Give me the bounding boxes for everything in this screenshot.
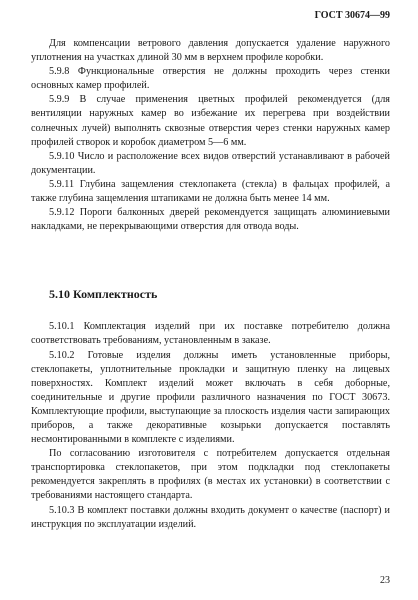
page-number: 23 [380,575,390,586]
document-header: ГОСТ 30674—99 [314,10,390,21]
paragraph: 5.9.9 В случае применения цветных профилей рекомендуется (для вентиляции наружных камер во избежание их перегрева при воздействии солнечных лучей) выполнять сквозные отверстия через стенки наружных камер профилей створок и коробок диаметром 5—6 мм. [31,94,390,148]
paragraph: По согласованию изготовителя с потребителем допускается отдельная транспортировка стеклопакетов, при этом подкладки под стеклопакеты рекомендуется закреплять в профилях (в местах их установки) в соответствии с требованиями настоящего стандарта. [31,448,390,502]
paragraph: 5.10.3 В комплект поставки должны входить документ о качестве (паспорт) и инструкция по эксплуатации изделий. [31,504,390,530]
paragraph: Для компенсации ветрового давления допускается удаление наружного уплотнения на участках длиной 30 мм в верхнем профиле коробки. [31,38,390,64]
paragraph: 5.9.10 Число и расположение всех видов отверстий устанавливают в рабочей документации. [31,150,390,176]
paragraph: 5.10.1 Комплектация изделий при их поставке потребителю должна соответствовать требованиям, установленным в заказе. [31,321,390,347]
paragraph: 5.9.11 Глубина защемления стеклопакета (стекла) в фальцах профилей, а также глубина защемления штапиками не должна быть менее 14 мм. [31,178,390,205]
section-title: 5.10 Комплектность [49,287,158,302]
paragraph: 5.9.12 Пороги балконных дверей рекомендуется защищать алюминиевыми накладками, не перекрывающими отверстия для отвода воды. [31,207,390,233]
page-body [31,37,390,532]
paragraph: 5.9.8 Функциональные отверстия не должны проходить через стенки основных камер профилей. [31,66,390,92]
paragraph: 5.10.2 Готовые изделия должны иметь установленные приборы, стеклопакеты, уплотнительные прокладки и защитную пленку на лицевых поверхностях. Комплект изделий может включать в себя доборные, соединительные и другие профили различного назначения по ГОСТ 30673. Комплектующие профили, выступающие за плоскость изделия части запирающих приборов, а также декоративные козырьки допускается поставлять несмонтированными в комплекте с изделиями. [31,349,390,446]
